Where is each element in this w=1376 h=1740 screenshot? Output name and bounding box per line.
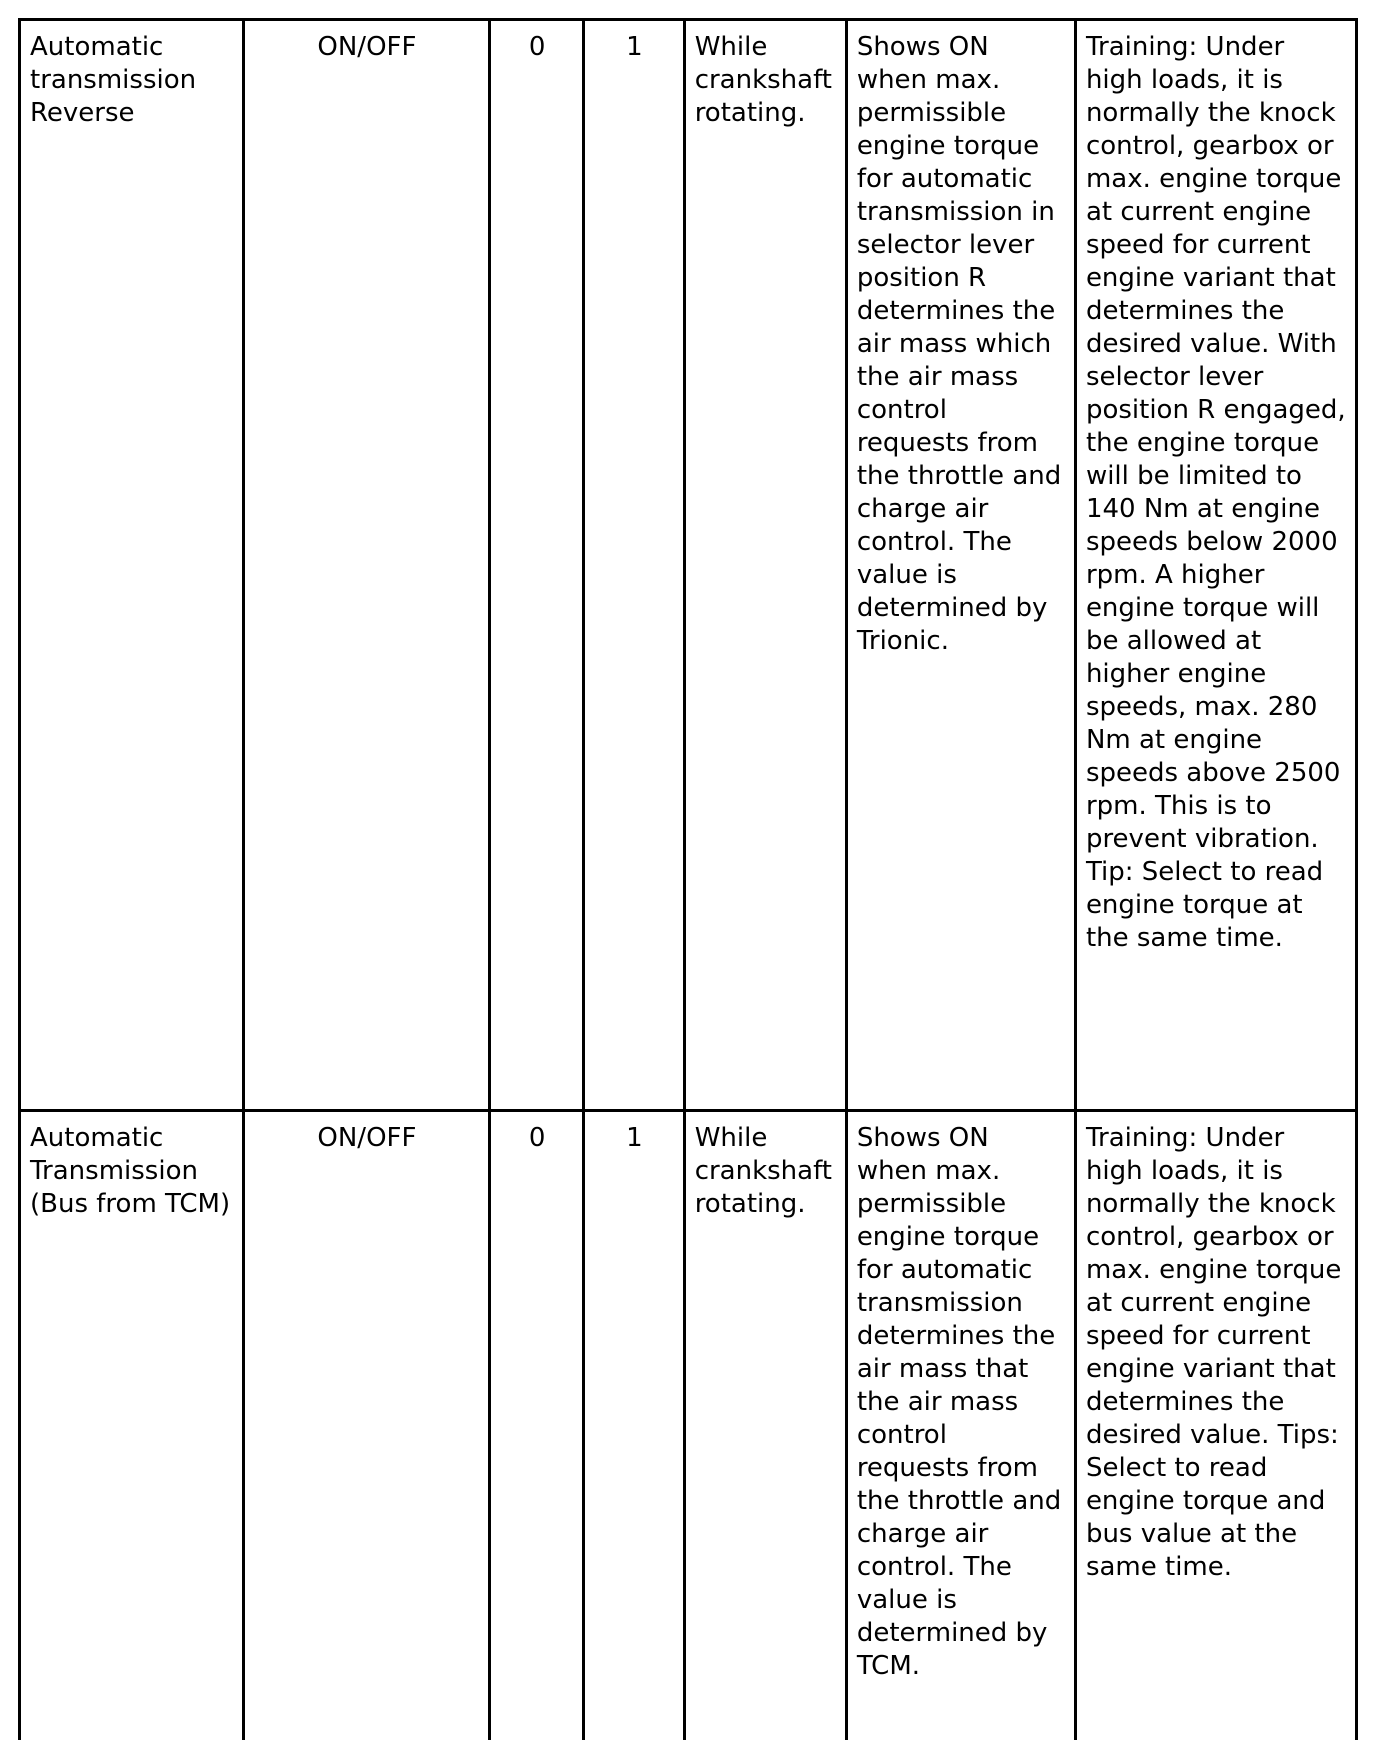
parameter-name: Automatic transmission Reverse [20,20,244,1111]
document-page [18,18,1358,1728]
table-row [20,20,1357,1111]
parameter-condition: While crankshaft rotating. [684,1111,846,1740]
table-row [20,1111,1357,1740]
parameter-type: ON/OFF [243,1111,489,1740]
parameter-max: 1 [584,20,685,1111]
parameter-min: 0 [490,1111,584,1740]
parameter-description: Shows ON when max. permissible engine torque for automatic transmission determines the air mass that the air mass control requests from the throttle and charge air control. The value is determined by TCM. [846,1111,1075,1740]
parameter-max: 1 [584,1111,685,1740]
parameter-description: Shows ON when max. permissible engine torque for automatic transmission in selector lever position R determines the air mass which the air mass control requests from the throttle and charge air control. The value is determined by Trionic. [846,20,1075,1111]
parameter-notes: Training: Under high loads, it is normally the knock control, gearbox or max. engine torque at current engine speed for current engine variant that determines the desired value. With selector lever position R engaged, the engine torque will be limited to 140 Nm at engine speeds below 2000 rpm. A higher engine torque will be allowed at higher engine speeds, max. 280 Nm at engine speeds above 2500 rpm. This is to prevent vibration. Tip: Select to read engine torque at the same time. [1075,20,1356,1111]
parameter-type: ON/OFF [243,20,489,1111]
parameter-notes: Training: Under high loads, it is normally the knock control, gearbox or max. engine torque at current engine speed for current engine variant that determines the desired value. Tips: Select to read engine torque and bus value at the same time. [1075,1111,1356,1740]
parameter-name: Automatic Transmission (Bus from TCM) [20,1111,244,1740]
parameter-table [18,18,1358,1740]
parameter-condition: While crankshaft rotating. [684,20,846,1111]
parameter-min: 0 [490,20,584,1111]
